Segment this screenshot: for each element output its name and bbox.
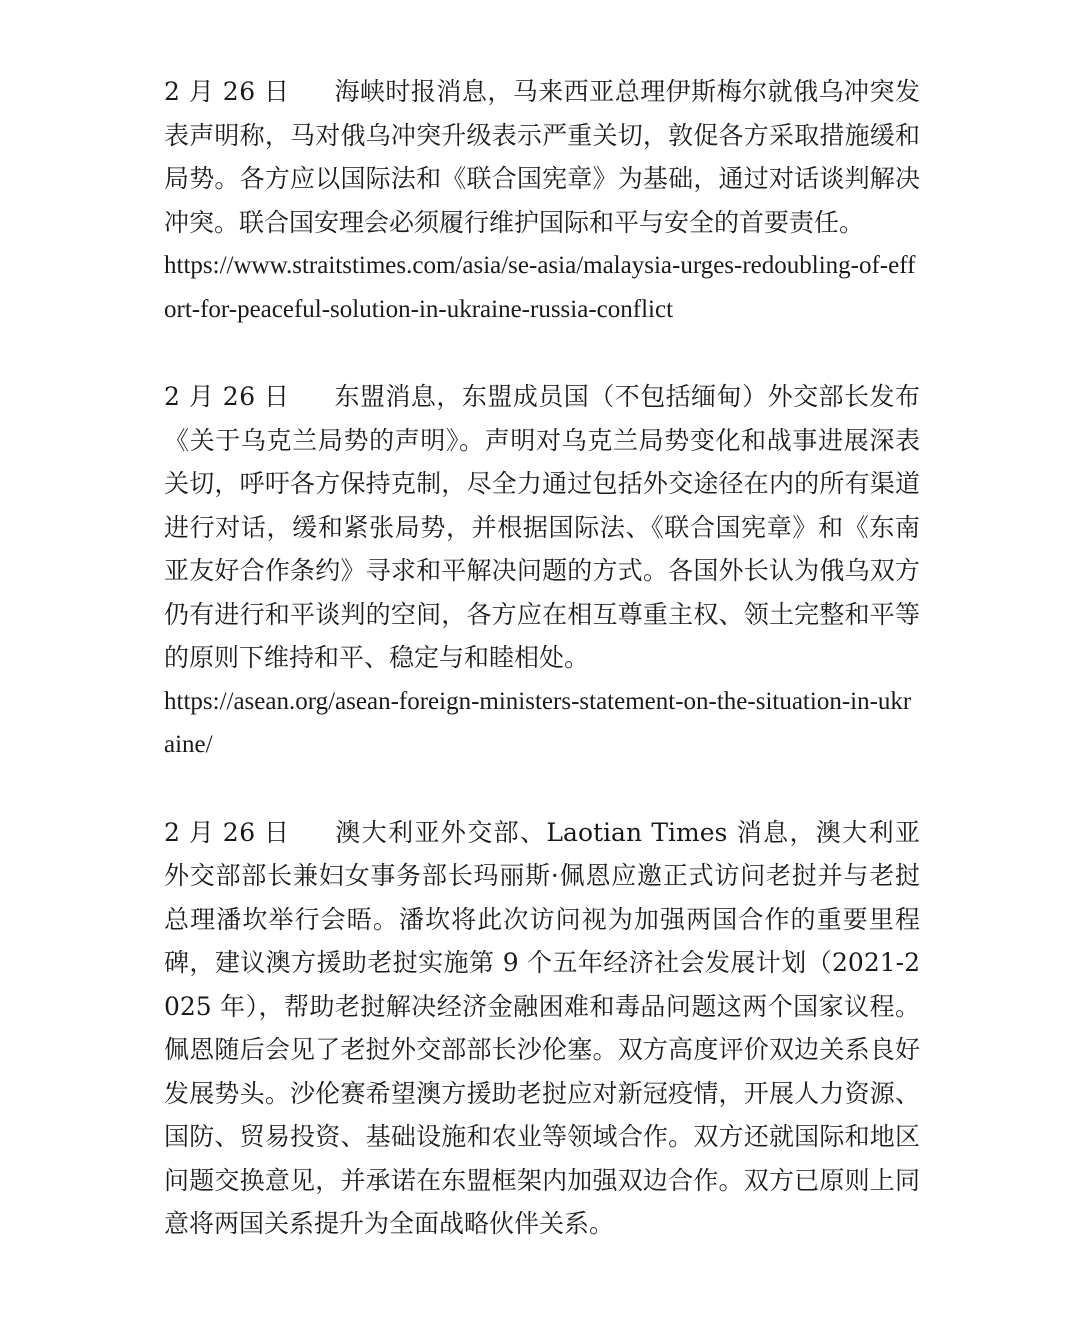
entry-date: 2 月 26 日 (164, 77, 290, 106)
entry-text: 海峡时报消息，马来西亚总理伊斯梅尔就俄乌冲突发表声明称，马对俄乌冲突升级表示严重关切，敦促各方采取措施缓和局势。各方应以国际法和《联合国宪章》为基础，通过对话谈判解决冲突。联合国安理会必须履行维护国际和平与安全的首要责任。 (164, 77, 920, 237)
source-link[interactable]: https://www.straitstimes.com/asia/se-asia/malaysia-urges-redoubling-of-effort-for-peaceful-solution-in-ukraine-russia-conflict (164, 252, 916, 323)
news-digest (164, 64, 920, 1246)
entry-text: 东盟消息，东盟成员国（不包括缅甸）外交部长发布《关于乌克兰局势的声明》。声明对乌克兰局势变化和战事进展深表关切，呼吁各方保持克制，尽全力通过包括外交途径在内的所有渠道进行对话，缓和紧张局势，并根据国际法、《联合国宪章》和《东南亚友好合作条约》寻求和平解决问题的方式。各国外长认为俄乌双方仍有进行和平谈判的空间，各方应在相互尊重主权、领土完整和平等的原则下维持和平、稳定与和睦相处。 (164, 382, 920, 672)
entry-date: 2 月 26 日 (164, 817, 290, 847)
news-entry-malaysia (164, 70, 920, 331)
news-entry-asean (164, 375, 920, 767)
entry-paragraph (164, 70, 920, 244)
entry-paragraph (164, 811, 920, 1246)
source-link[interactable]: https://asean.org/asean-foreign-ministers-statement-on-the-situation-in-ukraine/ (164, 687, 912, 758)
news-entry-australia-laos (164, 811, 920, 1246)
entry-text: 澳大利亚外交部、Laotian Times 消息，澳大利亚外交部部长兼妇女事务部长玛丽斯·佩恩应邀正式访问老挝并与老挝总理潘坎举行会晤。潘坎将此次访问视为加强两国合作的重要里程碑，建议澳方援助老挝实施第 9 个五年经济社会发展计划（2021-2025 年），帮助老挝解决经济金融困难和毒品问题这两个国家议程。佩恩随后会见了老挝外交部部长沙伦塞。双方高度评价双边关系良好发展势头。沙伦赛希望澳方援助老挝应对新冠疫情，开展人力资源、国防、贸易投资、基础设施和农业等领域合作。双方还就国际和地区问题交换意见，并承诺在东盟框架内加强双边合作。双方已原则上同意将两国关系提升为全面战略伙伴关系。 (164, 817, 920, 1238)
entry-paragraph (164, 375, 920, 680)
entry-date: 2 月 26 日 (164, 382, 290, 411)
